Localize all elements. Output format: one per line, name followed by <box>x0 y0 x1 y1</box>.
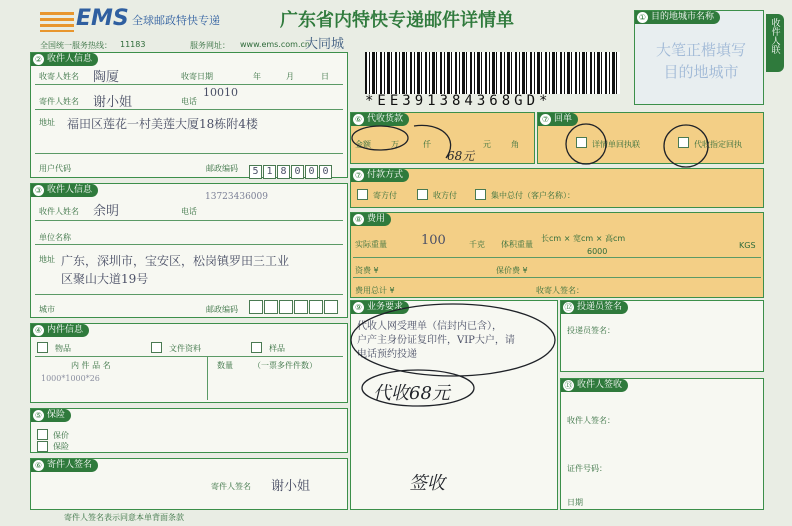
fees-section <box>350 212 764 298</box>
payment-header: ⑦ 付款方式 <box>351 169 409 182</box>
special-signature: 签收 <box>409 473 445 494</box>
sender-sign-footnote: 寄件人签名表示同意本单背面条款 <box>64 513 184 522</box>
sender-address-value: 福田区莲花一村美莲大厦18栋附4楼 <box>67 117 258 131</box>
sender-sign-section <box>30 458 348 510</box>
courier-header: ⑫ 投递员签名 <box>561 301 628 314</box>
logo-text: EMS <box>76 6 129 31</box>
sender-date-label: 收寄日期 <box>181 72 213 81</box>
contents-goods-checkbox[interactable] <box>37 342 48 353</box>
payment-receiver-checkbox[interactable] <box>417 189 428 200</box>
sender-collector-value: 陶厦 <box>93 70 120 85</box>
sender-postcode-label: 邮政编码 <box>206 164 238 173</box>
website-value: www.ems.com.cn <box>240 40 310 49</box>
postcode-digit: 5 <box>249 165 262 179</box>
sender-postcode-boxes <box>249 159 333 179</box>
cod-amount-label: 金额 <box>355 140 371 149</box>
insurance-section-header: ⑤ 保险 <box>31 409 71 422</box>
contents-section-header: ④ 内件信息 <box>31 324 89 337</box>
sender-collector-label: 收寄人姓名 <box>39 72 79 81</box>
postcode-digit: 0 <box>319 165 332 179</box>
insurance-insured-label: 保价 <box>53 431 69 440</box>
barcode-number: *EE391384368GD* <box>365 93 552 109</box>
fees-postage-label: 资费 ¥ <box>355 266 379 275</box>
sender-sign-header: ⑥ 寄件人签名 <box>31 459 98 472</box>
website-label: 服务网址： <box>190 41 230 50</box>
recipient-address-line2: 区聚山大道19号 <box>61 272 149 286</box>
cod-jiao: 角 <box>511 140 519 149</box>
fees-volume-divisor: 6000 <box>587 247 608 256</box>
hotline-value: 11183 <box>120 40 146 49</box>
sender-month: 月 <box>286 72 294 81</box>
receiver-date-label: 日期 <box>567 498 583 507</box>
special-text-line2: 户产主身份证复印件，VIP大户，请 <box>357 335 515 346</box>
contents-docs-label: 文件资料 <box>169 344 201 353</box>
sender-name-value: 谢小姐 <box>93 95 133 110</box>
cod-wan: 万 <box>391 140 399 149</box>
recipient-city-label: 城市 <box>39 305 55 314</box>
payment-sender-label: 寄方付 <box>373 191 397 200</box>
fees-volume-unit: KGS <box>739 241 756 250</box>
fees-header: ⑧ 费用 <box>351 213 391 226</box>
receiver-sign-header: ⑬ 收件人签收 <box>561 379 628 392</box>
contents-row1-value: 1000*1000*26 <box>41 374 100 383</box>
sender-sign-value: 谢小姐 <box>271 479 311 494</box>
cod-hand-note: 68元 <box>447 149 475 163</box>
recipient-postcode-label: 邮政编码 <box>206 305 238 314</box>
special-text-line1: 代收人网受理单（信封内已含）， <box>357 321 502 332</box>
destination-hint: 大笔正楷填写目的地城市 <box>655 41 746 81</box>
receipt-cod-label: 代收指定回执 <box>694 140 742 149</box>
logo-subtitle: 全球邮政特快专递 <box>132 14 220 27</box>
receiver-name-label: 收件人签名： <box>567 416 615 425</box>
form-title: 广东省内特快专递邮件详情单 <box>280 10 514 31</box>
receipt-detail-label: 详情单回执联 <box>592 140 640 149</box>
sender-sign-label: 寄件人签名 <box>211 482 251 491</box>
contents-docs-checkbox[interactable] <box>151 342 162 353</box>
sender-phone-value: 10010 <box>203 86 238 99</box>
destination-box <box>634 10 764 105</box>
receiver-sign-section <box>560 378 764 510</box>
fees-total-label: 费用总计 ¥ <box>355 286 395 295</box>
contents-name-col: 内 件 品 名 <box>71 361 111 370</box>
contents-section <box>30 323 348 403</box>
postcode-digit: 1 <box>263 165 276 179</box>
hotline-label: 全国统一服务热线： <box>40 41 112 50</box>
receiver-id-label: 证件号码： <box>567 464 607 473</box>
sender-phone-label: 电话 <box>181 97 197 106</box>
postcode-digit: 0 <box>305 165 318 179</box>
postcode-digit: 8 <box>277 165 290 179</box>
recipient-name-label: 收件人姓名 <box>39 207 79 216</box>
special-header: ⑨ 业务要求 <box>351 301 409 314</box>
fees-weight-unit: 千克 <box>469 240 485 249</box>
payment-receiver-label: 收方付 <box>433 191 457 200</box>
sender-section-header: ② 收件人信息 <box>31 53 98 66</box>
sender-address-label: 地址 <box>39 118 55 127</box>
insurance-section <box>30 408 348 453</box>
hand-circle-special <box>348 298 560 410</box>
cod-qian: 仟 <box>423 140 431 149</box>
fees-volume-formula: 长cm × 宽cm × 高cm <box>541 234 626 243</box>
sender-section <box>30 52 348 178</box>
destination-header: ① 目的地城市名称 <box>635 11 720 24</box>
fees-receiver-sign-label: 收寄人签名： <box>536 286 584 295</box>
insurance-insured-checkbox[interactable] <box>37 429 48 440</box>
cod-yuan: 元 <box>483 140 491 149</box>
sender-name-label: 寄件人姓名 <box>39 97 79 106</box>
contents-sample-checkbox[interactable] <box>251 342 262 353</box>
special-text-line3: 电话预约投递 <box>357 349 417 360</box>
receipt-header: ⑦ 回单 <box>538 113 578 126</box>
recipient-section-header: ③ 收件人信息 <box>31 184 98 197</box>
sender-year: 年 <box>253 72 261 81</box>
logo-stripes <box>40 12 74 32</box>
courier-sign-label: 投递员签名： <box>567 326 615 335</box>
barcode <box>365 52 620 94</box>
recipient-address-label: 地址 <box>39 255 55 264</box>
hand-circle-receipt <box>562 120 712 178</box>
payment-central-checkbox[interactable] <box>475 189 486 200</box>
contents-goods-label: 物品 <box>55 344 71 353</box>
hand-circle-cod <box>350 118 465 170</box>
contents-qty-col: 数量 <box>217 361 233 370</box>
recipient-address-line1: 广东，深圳市，宝安区，松岗镇罗田三工业 <box>61 254 290 268</box>
ems-logo <box>40 6 280 38</box>
side-tab: 收件人联 <box>766 14 784 72</box>
recipient-postcode-boxes <box>249 299 339 318</box>
fees-volume-label: 体积重量 <box>501 240 533 249</box>
postmark-stamp: 大同城 <box>305 37 345 52</box>
special-hand-note: 代收68元 <box>373 383 450 404</box>
payment-central-label: 集中总付（客户名称）： <box>491 191 575 200</box>
recipient-company-label: 单位名称 <box>39 233 71 242</box>
fees-actual-weight-value: 100 <box>421 233 446 248</box>
sender-day: 日 <box>321 72 329 81</box>
recipient-section <box>30 183 348 318</box>
courier-section <box>560 300 764 372</box>
fees-actual-weight-label: 实际重量 <box>355 240 387 249</box>
contents-sample-label: 样品 <box>269 344 285 353</box>
payment-sender-checkbox[interactable] <box>357 189 368 200</box>
sender-customer-code-label: 用户代码 <box>39 164 71 173</box>
recipient-name-value: 余明 <box>93 204 120 219</box>
recipient-phone-label: 电话 <box>181 207 197 216</box>
recipient-phone-value: 13723436009 <box>205 192 268 202</box>
insurance-insure-label: 保险 <box>53 442 69 451</box>
postcode-digit: 0 <box>291 165 304 179</box>
insurance-insure-checkbox[interactable] <box>37 441 48 452</box>
cod-header: ⑥ 代收货款 <box>351 113 409 126</box>
fees-insured-label: 保价费 ¥ <box>496 266 528 275</box>
contents-pieces-col: （一票多件件数） <box>253 361 317 370</box>
